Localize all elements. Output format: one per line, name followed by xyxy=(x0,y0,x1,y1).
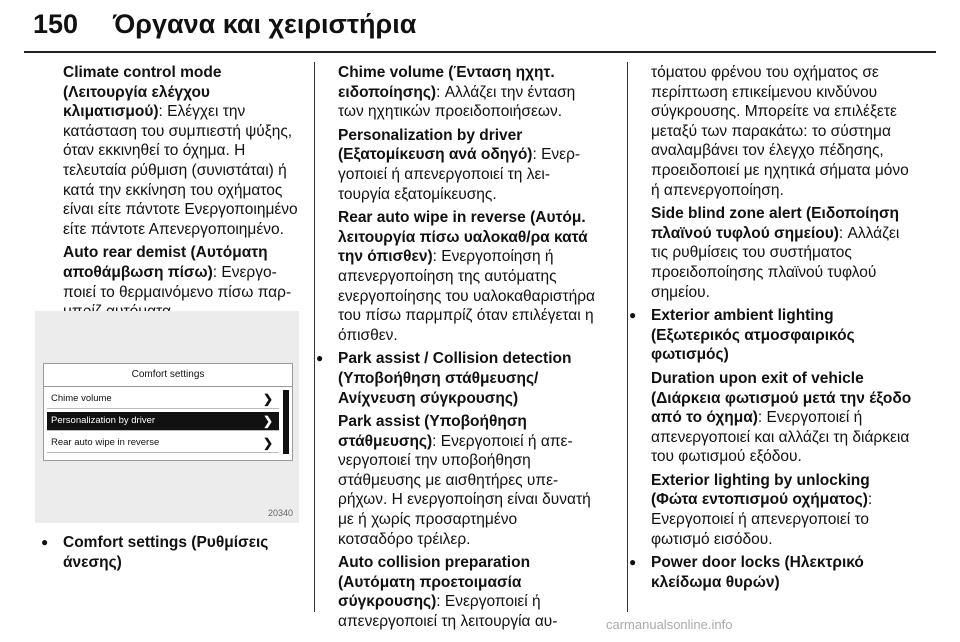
menu-item-chime-volume[interactable] xyxy=(47,390,279,409)
wipe-text: : Ενεργοποίηση ή απενεργοποίηση της αυτόματης ενεργοποίησης του υαλοκαθαριστήρα του πίσω παρμπρίζ όταν επιλέγεται η όπισθεν. xyxy=(338,248,595,344)
chevron-right-icon: ❯ xyxy=(262,436,273,450)
park-collision-title: ● Park assist / Collision detection (Υποβοήθηση στάθμευσης/ Ανίχνευση σύγκρουσης) xyxy=(318,349,596,408)
chevron-right-icon: ❯ xyxy=(262,392,273,406)
menu-item-rear-wipe[interactable] xyxy=(47,434,279,453)
chime-paragraph xyxy=(338,63,596,122)
menu-item-label: Chime volume xyxy=(51,393,112,404)
column-1 xyxy=(63,63,303,326)
comfort-settings-bullet xyxy=(43,533,303,576)
display-screen xyxy=(43,363,293,461)
page-title: Όργανα και χειριστήρια xyxy=(113,9,417,39)
figure-code: 20340 xyxy=(267,508,293,518)
comfort-title: ● Comfort settings (Ρυθμίσεις άνεσης) xyxy=(43,533,303,572)
duration-paragraph xyxy=(651,369,913,467)
column-divider-1 xyxy=(314,62,315,612)
duration-text: : Ενεργοποιεί ή απενεργοποιεί και αλλάζει τη διάρκεια του φωτισμού εξόδου. xyxy=(651,409,910,466)
chevron-right-icon: ❯ xyxy=(262,414,273,428)
blind-zone-text: : Αλλάζει τις ρυθμίσεις του συστήματος προειδοποίησης πλαϊνού τυφλού σημείου. xyxy=(651,224,900,301)
menu-item-personalization[interactable] xyxy=(47,412,279,431)
unlock-lighting-title: Exterior lighting by unlocking (Φώτα εντοπισμού οχήματος) xyxy=(651,471,870,509)
scrollbar[interactable] xyxy=(283,390,289,454)
door-locks-title: ● Power door locks (Ηλεκτρικό κλείδωμα θυρών) xyxy=(631,553,913,592)
page-header xyxy=(0,0,960,56)
blind-zone-paragraph xyxy=(651,204,913,302)
park-assist-text: : Ενεργοποιεί ή απενεργοποιεί την υποβοήθηση στάθμευσης με αισθητήρες υπερήχων. Η ενεργοποίηση είναι δυνατή με ή χωρίς προσαρτημένο κοτσαδόρο τρέιλερ. xyxy=(338,432,591,548)
park-assist-paragraph xyxy=(338,412,596,549)
wipe-title: Rear auto wipe in reverse (Αυτόμ. λειτουργία πίσω υαλοκαθ/ρα κατά την όπισθεν) xyxy=(338,209,588,266)
duration-title: Duration upon exit of vehicle (Διάρκεια φωτισμού μετά την έξοδο από το όχημα) xyxy=(651,369,912,427)
column-2 xyxy=(338,63,596,636)
settings-menu xyxy=(47,390,279,456)
column-divider-2 xyxy=(627,62,628,612)
climate-text: : Ελέγχει την κατάσταση του συμπιεστή ψύξης, όταν εκκινηθεί το όχημα. Η τελευταία ρύθμιση (συνιστάται) ή κατά την εκκίνηση του οχήματος είναι είτε πάντοτε Ενεργοποιημένο είτε πάντοτε Απενεργοποιημένο. xyxy=(63,103,298,238)
watermark: carmanualsonline.info xyxy=(606,617,733,632)
screen-title: Comfort settings xyxy=(44,364,292,387)
collision-continued: τόματου φρένου του οχήματος σε περίπτωση επικείμενου κινδύνου σύγκρουσης. Μπορείτε να επιλέξετε μεταξύ των παρακάτω: το σύστημα αναλαμβάνει τον έλεγχο πέδησης, προειδοποιεί με ηχητικά σήματα μόνο ή απενεργοποίηση. xyxy=(651,64,909,199)
collision-paragraph xyxy=(338,553,596,631)
comfort-settings-figure xyxy=(35,311,299,523)
blind-zone-title: Side blind zone alert (Ειδοποίηση πλαϊνού τυφλού σημείου) xyxy=(651,205,900,242)
personalization-paragraph xyxy=(338,126,596,204)
page-number: 150 xyxy=(33,9,79,39)
unlock-lighting-text: : Ενεργοποιεί ή απενεργοποιεί το φωτισμό εισόδου. xyxy=(651,491,873,548)
scroll-thumb[interactable] xyxy=(283,390,289,454)
personalization-text: : Ενεργοποιεί ή απενεργοποιεί τη λειτουργία εξατομίκευσης. xyxy=(338,146,581,203)
climate-paragraph xyxy=(63,63,303,239)
demist-paragraph xyxy=(63,243,303,321)
collision-text: : Ενεργοποιεί ή απενεργοποιεί τη λειτουργία αυ- xyxy=(338,593,558,631)
demist-title: Auto rear demist (Αυτόματη αποθάμβωση πίσω) xyxy=(63,244,268,281)
personalization-title: Personalization by driver (Εξατομίκευση ανά οδηγό) xyxy=(338,126,533,164)
collision-title: Auto collision preparation (Αυτόματη προετοιμασία σύγκρουσης) xyxy=(338,554,531,611)
climate-title: Climate control mode (Λειτουργία ελέγχου κλιματισμού) xyxy=(63,64,222,121)
chime-text: : Αλλάζει την ένταση των ηχητικών προειδοποιήσεων. xyxy=(338,83,576,121)
park-assist-title: Park assist (Υποβοήθηση στάθμευσης) xyxy=(338,413,527,450)
chime-title: Chime volume (Ένταση ηχητ. ειδοποίησης) xyxy=(338,64,555,101)
wipe-paragraph xyxy=(338,208,596,345)
unlock-lighting-paragraph xyxy=(651,471,913,549)
ambient-lighting-title: ● Exterior ambient lighting (Εξωτερικός ατμοσφαιρικός φωτισμός) xyxy=(631,306,913,365)
header-rule xyxy=(24,51,936,53)
column-3 xyxy=(651,63,913,596)
menu-item-label: Rear auto wipe in reverse xyxy=(51,437,160,448)
menu-item-label: Personalization by driver xyxy=(51,415,156,426)
demist-text: : Ενεργοποιεί το θερμαινόμενο πίσω παρ xyxy=(63,263,292,301)
